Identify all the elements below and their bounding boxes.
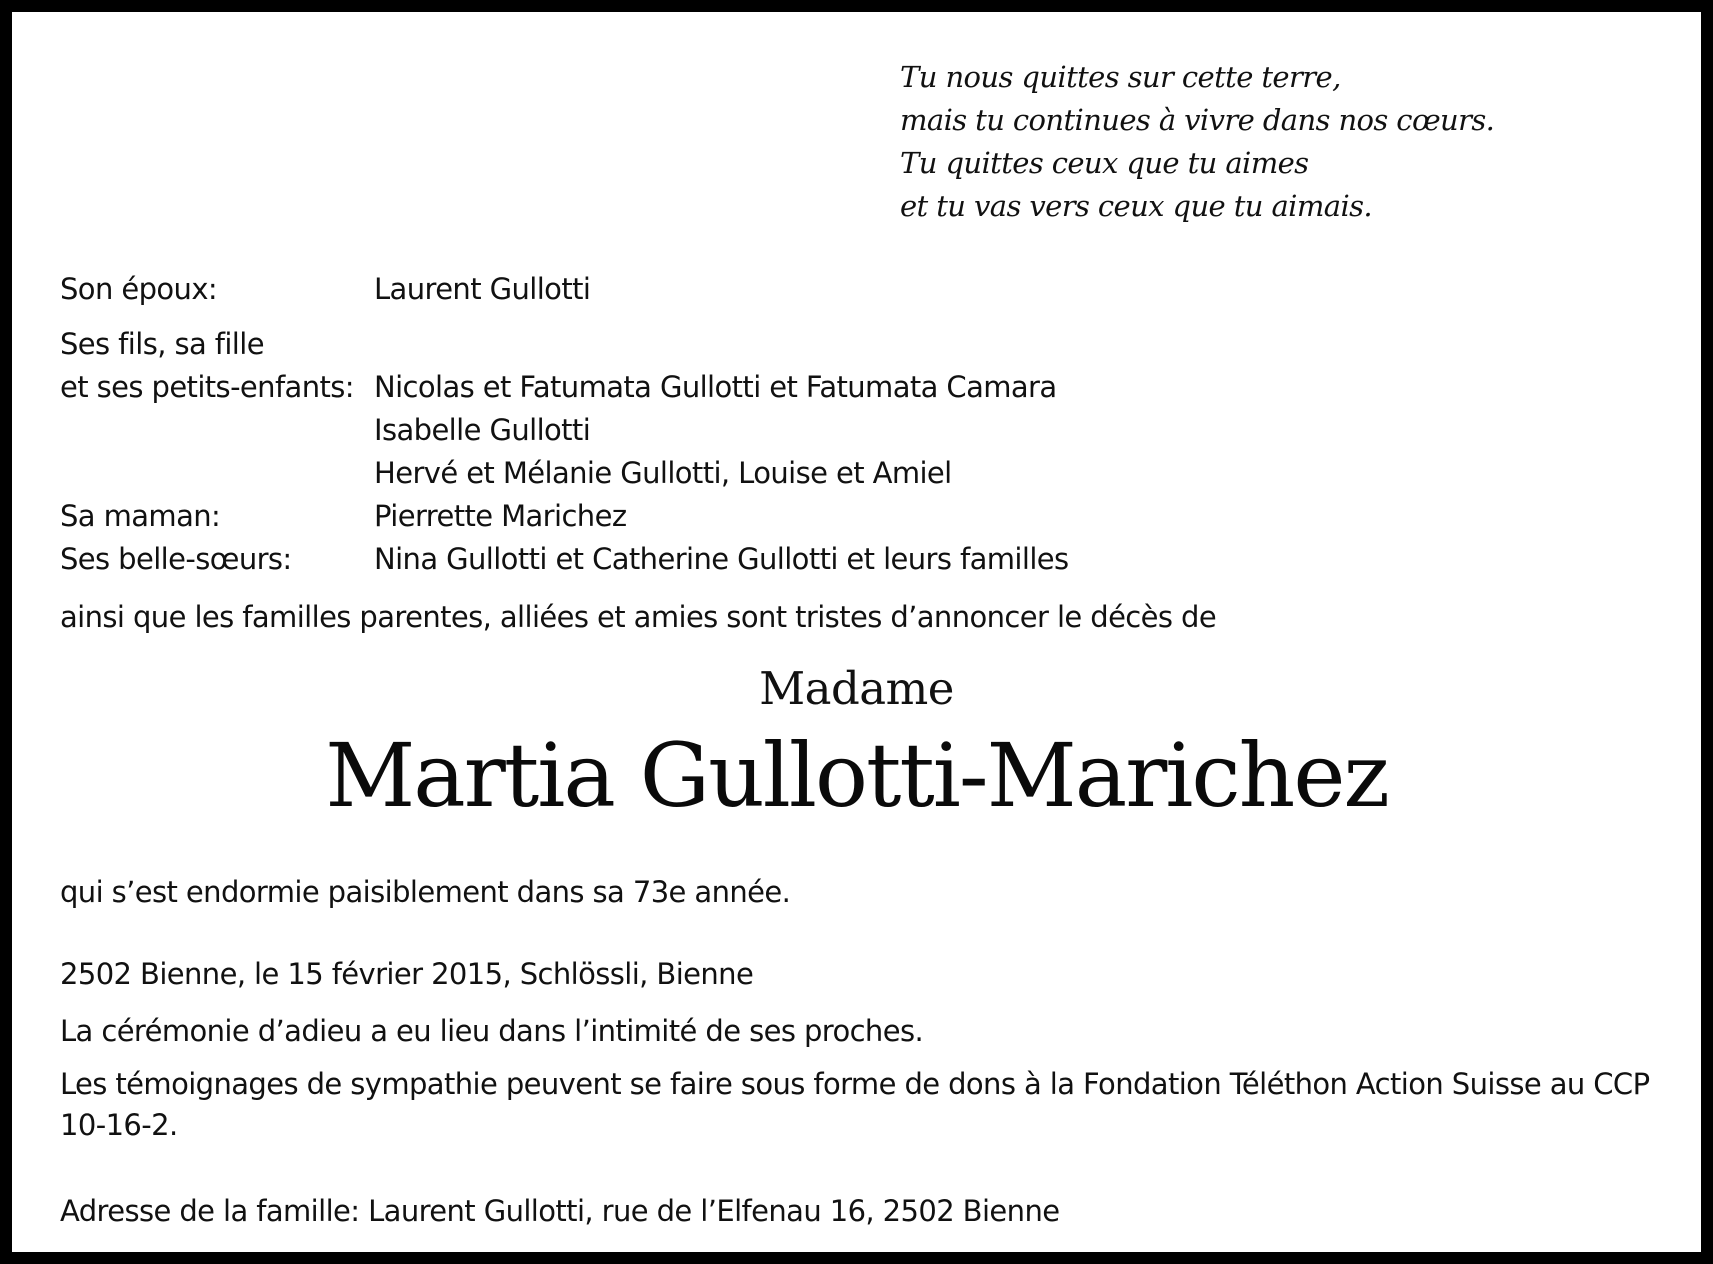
deceased-name: Martia Gullotti-Marichez [325,724,1388,827]
mother-row [60,499,1620,542]
family-address-line: Adresse de la famille: Laurent Gullotti, rue de l’Elfenau 16, 2502 Bienne [60,1194,1060,1228]
spouse-name: Laurent Gullotti [374,272,591,306]
place-date-line: 2502 Bienne, le 15 février 2015, Schlössli, Bienne [60,957,754,991]
children-row [60,456,1620,499]
poem [900,56,1494,228]
announcement-line: ainsi que les familles parentes, alliées et amies sont tristes d’annoncer le décès de [60,600,1217,634]
children-label-line-1: Ses fils, sa fille [60,327,264,361]
poem-line: et tu vas vers ceux que tu aimais. [900,189,1373,223]
children-row [60,413,1620,456]
child-entry: Nicolas et Fatumata Gullotti et Fatumata Camara [374,370,1057,404]
poem-line: Tu nous quittes sur cette terre, [900,60,1341,94]
poem-line: Tu quittes ceux que tu aimes [900,146,1309,180]
sisters-in-law-names: Nina Gullotti et Catherine Gullotti et leurs familles [374,542,1069,576]
donations-paragraph: Les témoignages de sympathie peuvent se faire sous forme de dons à la Fondation Téléthon Action Suisse au CCP 10-16-2. [60,1067,1650,1142]
sisters-in-law-label: Ses belle-sœurs: [60,542,292,576]
survivors-list [60,272,1620,585]
mother-label: Sa maman: [60,499,221,533]
spouse-label: Son époux: [60,272,218,306]
passing-line: qui s’est endormie paisiblement dans sa 73e année. [60,875,791,909]
poem-line: mais tu continues à vivre dans nos cœurs. [900,103,1495,137]
deceased-title: Madame [759,662,954,715]
mother-name: Pierrette Marichez [374,499,627,533]
child-entry: Hervé et Mélanie Gullotti, Louise et Amiel [374,456,952,490]
children-label-row [60,327,1620,370]
ceremony-line: La cérémonie d’adieu a eu lieu dans l’intimité de ses proches. [60,1014,924,1048]
child-entry: Isabelle Gullotti [374,413,591,447]
sisters-in-law-row [60,542,1620,585]
children-label-line-2: et ses petits-enfants: [60,370,354,404]
spouse-row [60,272,1620,315]
children-row [60,370,1620,413]
